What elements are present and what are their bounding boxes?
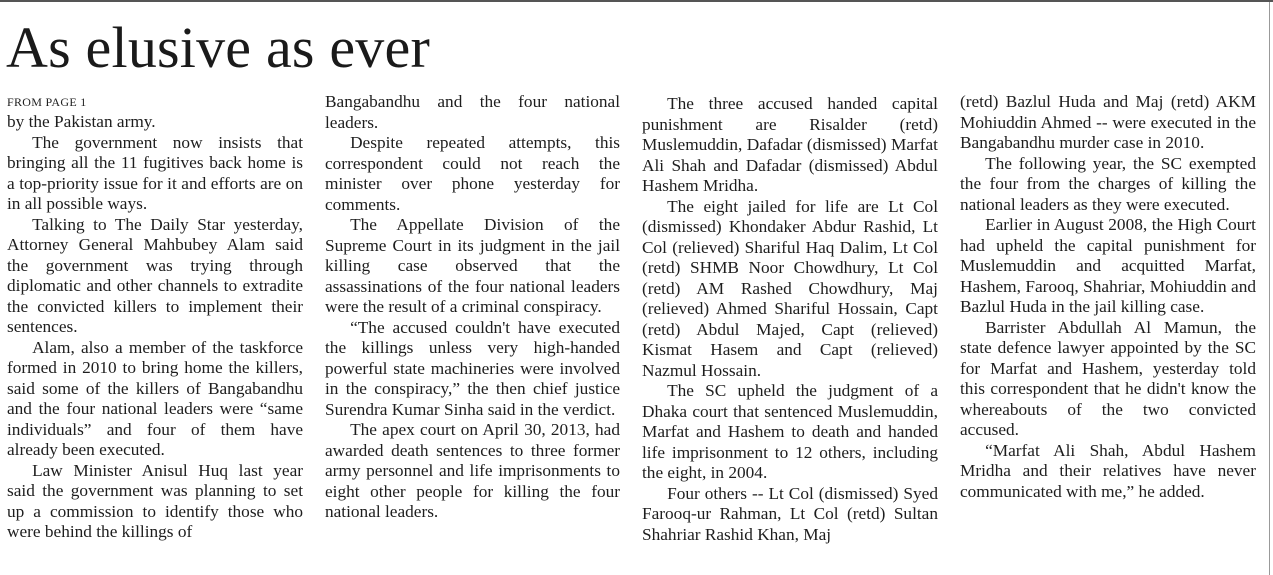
top-rule: [0, 0, 1273, 2]
right-edge-rule: [1269, 2, 1270, 575]
paragraph: (retd) Bazlul Huda and Maj (retd) AKM Mohiuddin Ahmed -- were executed in the Bangabandhu murder case in 2010.: [960, 92, 1256, 152]
paragraph: Alam, also a member of the taskforce formed in 2010 to bring home the killers, said some of the killers of Bangabandhu and the four national leaders were “same individuals” and four of them have already been executed.: [7, 337, 303, 459]
paragraph: The three accused handed capital punishment are Risalder (retd) Muslemuddin, Dafadar (dismissed) Marfat Ali Shah and Dafadar (dismissed) Abdul Hashem Mridha.: [642, 94, 938, 195]
column-1: [7, 92, 303, 570]
paragraph: The government now insists that bringing all the 11 fugitives back home is a top-priority issue for it and efforts are on in all possible ways.: [7, 132, 303, 213]
paragraph: Bangabandhu and the four national leaders.: [325, 92, 620, 132]
paragraph: Four others -- Lt Col (dismissed) Syed Farooq-ur Rahman, Lt Col (retd) Sultan Shahriar Rashid Khan, Maj: [642, 483, 938, 544]
headline: As elusive as ever: [6, 15, 430, 80]
paragraph: The following year, the SC exempted the four from the charges of killing the national leaders as they were executed.: [960, 153, 1256, 214]
paragraph: by the Pakistan army.: [7, 112, 156, 131]
paragraph: Talking to The Daily Star yesterday, Attorney General Mahbubey Alam said the government was trying through diplomatic and other channels to extradite the convicted killers to implement their sentences.: [7, 214, 303, 336]
paragraph: Law Minister Anisul Huq last year said the government was planning to set up a commission to identify those who were behind the killings of: [7, 460, 303, 541]
jump-label: FROM PAGE 1: [7, 95, 87, 109]
paragraph: The apex court on April 30, 2013, had awarded death sentences to three former army personnel and life imprisonments to eight other people for killing the four national leaders.: [325, 420, 620, 521]
paragraph: The SC upheld the judgment of a Dhaka court that sentenced Muslemuddin, Marfat and Hashem to death and handed life imprisonment to 12 others, including the eight, in 2004.: [642, 381, 938, 482]
paragraph: The eight jailed for life are Lt Col (dismissed) Khondaker Abdur Rashid, Lt Col (relieved) Shariful Haq Dalim, Lt Col (retd) SHMB Noor Chowdhury, Lt Col (retd) AM Rashed Chowdhury, Maj (relieved) Ahmed Shariful Hossain, Capt (retd) Abdul Majed, Capt (relieved) Kismat Hasem and Capt (relieved) Nazmul Hossain.: [642, 196, 938, 380]
paragraph: Despite repeated attempts, this correspondent could not reach the minister over phone yesterday for comments.: [325, 133, 620, 214]
paragraph: “Marfat Ali Shah, Abdul Hashem Mridha and their relatives have never communicated with me,” he added.: [960, 440, 1256, 501]
column-2: [325, 92, 620, 570]
paragraph: “The accused couldn't have executed the killings unless very high-handed powerful state machineries were involved in the conspiracy,” the then chief justice Surendra Kumar Sinha said in the verdict.: [325, 317, 620, 419]
column-4: [960, 92, 1256, 570]
paragraph: Earlier in August 2008, the High Court had upheld the capital punishment for Muslemuddin and acquitted Marfat, Hashem, Farooq, Shahriar, Mohiuddin and Bazlul Huda in the jail killing case.: [960, 215, 1256, 316]
paragraph: The Appellate Division of the Supreme Court in its judgment in the jail killing case observed that the assassinations of the four national leaders were the result of a criminal conspiracy.: [325, 215, 620, 316]
paragraph: Barrister Abdullah Al Mamun, the state defence lawyer appointed by the SC for Marfat and Hashem, yesterday told this correspondent that he didn't know the whereabouts of the two convicted accused.: [960, 317, 1256, 439]
column-3: [642, 92, 938, 572]
